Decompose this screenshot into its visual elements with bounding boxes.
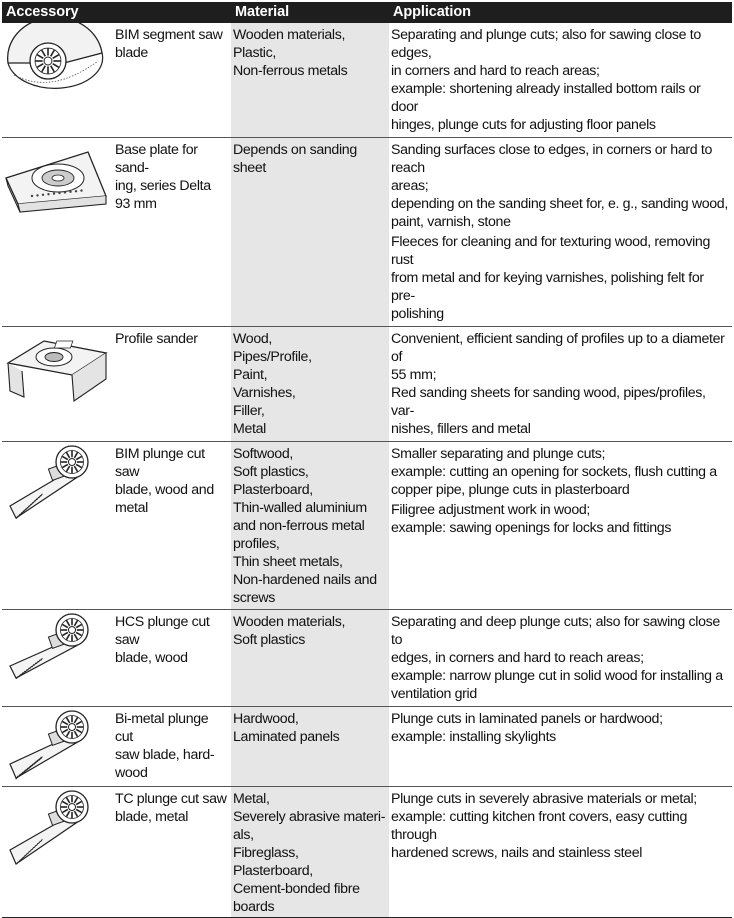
accessory-name xyxy=(111,138,231,327)
application-line: from metal and for keying varnishes, polishing felt for pre- xyxy=(391,270,704,304)
material-line: profiles, xyxy=(233,536,280,552)
material-line: Metal, xyxy=(233,791,270,807)
material-line: Hardwood, xyxy=(233,711,299,727)
material-line: Filler, xyxy=(233,403,265,419)
tc-plunge-cut-saw-blade-icon xyxy=(2,787,111,869)
application-line: nishes, fillers and metal xyxy=(391,421,531,437)
application-line: Filigree adjustment work in wood; xyxy=(391,502,590,518)
application-paragraph xyxy=(391,141,730,231)
application-line: edges, in corners and hard to reach areas; xyxy=(391,650,644,666)
accessory-name-line: blade, wood xyxy=(115,650,188,666)
accessory-name-line: TC plunge cut saw xyxy=(115,791,227,807)
table-row xyxy=(2,442,732,610)
application-cell xyxy=(389,610,732,707)
delta-base-plate-icon xyxy=(2,138,111,220)
application-line: example: shortening already installed bottom rails or door xyxy=(391,81,701,115)
material-line: Varnishes, xyxy=(233,385,296,401)
accessory-name-line: Base plate for sand- xyxy=(115,142,198,176)
accessory-image-cell xyxy=(2,138,111,327)
application-line: Separating and deep plunge cuts; also for sawing close to xyxy=(391,614,720,648)
accessory-image-cell xyxy=(2,707,111,787)
accessory-name-line: blade, wood and xyxy=(115,482,214,498)
material-line: Softwood, xyxy=(233,446,293,462)
bim-plunge-cut-saw-blade-icon xyxy=(2,442,111,524)
material-line: Thin sheet metals, xyxy=(233,554,343,570)
material-line: Wooden materials, xyxy=(233,27,346,43)
accessory-name-line: Profile sander xyxy=(115,331,198,347)
application-line: in corners and hard to reach areas; xyxy=(391,63,600,79)
material-cell xyxy=(231,610,389,707)
header-material: Material xyxy=(231,2,389,23)
material-cell xyxy=(231,787,389,918)
material-line: Plasterboard, xyxy=(233,863,313,879)
material-line: Soft plastics xyxy=(233,632,305,648)
material-line: Fibreglass, xyxy=(233,845,299,861)
material-line: Plasterboard, xyxy=(233,482,313,498)
accessory-table xyxy=(2,2,732,918)
material-line: Wooden materials, xyxy=(233,614,346,630)
profile-sander-icon xyxy=(2,327,111,409)
header-application: Application xyxy=(389,2,732,23)
material-cell xyxy=(231,442,389,610)
material-cell xyxy=(231,327,389,442)
application-line: Sanding surfaces close to edges, in corners or hard to reach xyxy=(391,142,713,176)
material-line: screws xyxy=(233,590,276,606)
application-cell xyxy=(389,138,732,327)
accessory-image-cell xyxy=(2,610,111,707)
table-row xyxy=(2,707,732,787)
material-line: Wood, xyxy=(233,331,272,347)
table-row xyxy=(2,787,732,918)
application-line: areas; xyxy=(391,178,429,194)
application-paragraph xyxy=(391,233,730,323)
accessory-name-line: blade, metal xyxy=(115,809,189,825)
application-line: Convenient, efficient sanding of profiles up to a diameter of xyxy=(391,331,725,365)
application-line: example: narrow plunge cut in solid wood for installing a xyxy=(391,668,723,684)
application-line: paint, varnish, stone xyxy=(391,214,511,230)
application-paragraph xyxy=(391,330,730,438)
application-line: Plunge cuts in severely abrasive materials or metal; xyxy=(391,791,697,807)
application-line: example: cutting an opening for sockets, flush cutting a xyxy=(391,464,717,480)
application-line: 55 mm; xyxy=(391,367,437,383)
accessory-image-cell xyxy=(2,23,111,138)
accessory-name-line: 93 mm xyxy=(115,196,157,212)
accessory-name-line: BIM segment saw xyxy=(115,27,223,43)
accessory-name-line: HCS plunge cut saw xyxy=(115,614,210,648)
material-line: Thin-walled aluminium xyxy=(233,500,367,516)
material-line: and non-ferrous metal xyxy=(233,518,365,534)
application-line: Smaller separating and plunge cuts; xyxy=(391,446,606,462)
accessory-name-line: BIM plunge cut saw xyxy=(115,446,205,480)
application-line: copper pipe, plunge cuts in plasterboard xyxy=(391,482,630,498)
accessory-image-cell xyxy=(2,327,111,442)
material-line: Soft plastics, xyxy=(233,464,309,480)
application-line: Plunge cuts in laminated panels or hardwood; xyxy=(391,711,663,727)
material-cell xyxy=(231,138,389,327)
application-line: hinges, plunge cuts for adjusting floor panels xyxy=(391,117,656,133)
material-line: Metal xyxy=(233,421,266,437)
application-line: hardened screws, nails and stainless steel xyxy=(391,845,643,861)
material-line: boards xyxy=(233,899,275,915)
application-cell xyxy=(389,23,732,138)
application-paragraph xyxy=(391,445,730,499)
application-cell xyxy=(389,707,732,787)
material-line: Depends on sanding sheet xyxy=(233,142,357,176)
material-line: Cement-bonded fibre xyxy=(233,881,360,897)
application-paragraph xyxy=(391,710,730,746)
accessory-name xyxy=(111,787,231,918)
accessory-name xyxy=(111,23,231,138)
application-line: depending on the sanding sheet for, e. g., sanding wood, xyxy=(391,196,728,212)
accessory-image-cell xyxy=(2,442,111,610)
application-line: ventilation grid xyxy=(391,686,477,702)
application-line: example: cutting kitchen front covers, easy cutting through xyxy=(391,809,688,843)
material-line: Severely abrasive materi- xyxy=(233,809,386,825)
accessory-name xyxy=(111,327,231,442)
application-cell xyxy=(389,787,732,918)
accessory-name xyxy=(111,610,231,707)
accessory-image-cell xyxy=(2,787,111,918)
accessory-name-line: wood xyxy=(115,765,148,781)
material-line: Non-ferrous metals xyxy=(233,63,348,79)
table-row xyxy=(2,138,732,327)
material-line: Plastic, xyxy=(233,45,276,61)
accessory-name-line: Bi-metal plunge cut xyxy=(115,711,209,745)
material-line: Laminated panels xyxy=(233,729,340,745)
application-cell xyxy=(389,442,732,610)
header-accessory: Accessory xyxy=(2,2,231,23)
application-line: example: installing skylights xyxy=(391,729,556,745)
table-row xyxy=(2,610,732,707)
material-line: Pipes/Profile, xyxy=(233,349,312,365)
application-line: Separating and plunge cuts; also for sawing close to edges, xyxy=(391,27,701,61)
application-line: polishing xyxy=(391,306,444,322)
application-line: example: sawing openings for locks and fittings xyxy=(391,520,672,536)
application-paragraph xyxy=(391,501,730,537)
material-cell xyxy=(231,707,389,787)
accessory-name-line: blade xyxy=(115,45,148,61)
accessory-name-line: metal xyxy=(115,500,148,516)
application-paragraph xyxy=(391,26,730,134)
application-line: Red sanding sheets for sanding wood, pipes/profiles, var- xyxy=(391,385,706,419)
hcs-plunge-cut-saw-blade-icon xyxy=(2,610,111,684)
application-paragraph xyxy=(391,613,730,703)
accessory-name-line: ing, series Delta xyxy=(115,178,211,194)
table-row xyxy=(2,327,732,442)
accessory-name xyxy=(111,442,231,610)
material-cell xyxy=(231,23,389,138)
table-header-row xyxy=(2,2,732,23)
bi-metal-plunge-cut-saw-blade-icon xyxy=(2,707,111,783)
bim-segment-saw-blade-icon xyxy=(2,23,111,90)
material-line: Non-hardened nails and xyxy=(233,572,377,588)
application-cell xyxy=(389,327,732,442)
material-line: als, xyxy=(233,827,254,843)
application-line: Fleeces for cleaning and for texturing wood, removing rust xyxy=(391,234,710,268)
material-line: Paint, xyxy=(233,367,268,383)
accessory-name-line: saw blade, hard- xyxy=(115,747,215,763)
application-paragraph xyxy=(391,790,730,862)
accessory-name xyxy=(111,707,231,787)
table-row xyxy=(2,23,732,138)
